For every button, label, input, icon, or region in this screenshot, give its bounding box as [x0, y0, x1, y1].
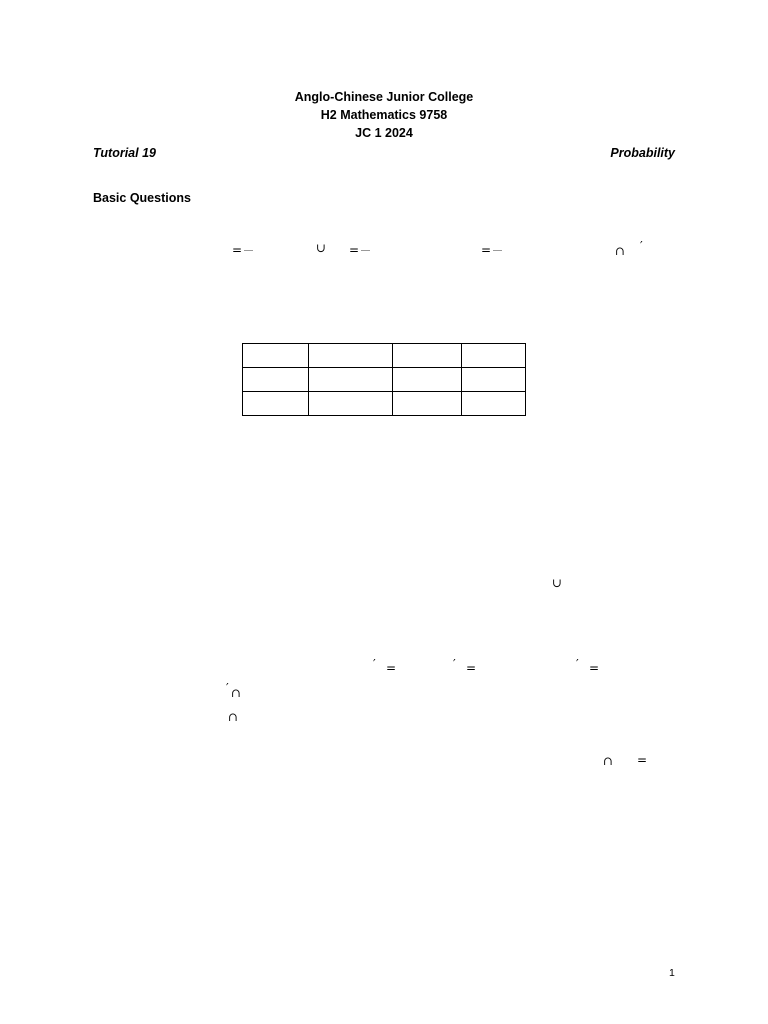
union-symbol-2: ∪ [552, 576, 563, 590]
table-row [243, 368, 526, 392]
equals-fraction-1: = [232, 243, 253, 257]
table-cell [393, 344, 462, 368]
table-cell [243, 368, 309, 392]
table-cell [243, 392, 309, 416]
prime-symbol-2: ′ [373, 657, 376, 671]
union-symbol: ∪ [316, 241, 327, 255]
probability-table [242, 343, 526, 416]
tutorial-label: Tutorial 19 [93, 146, 156, 160]
section-heading: Basic Questions [93, 191, 191, 205]
equals-fraction-2: = [349, 243, 370, 257]
intersect-symbol-2: ∩ [231, 686, 242, 700]
table-cell [309, 344, 393, 368]
table-row [243, 392, 526, 416]
prime-symbol-3: ′ [453, 657, 456, 671]
table-cell [393, 392, 462, 416]
equals-symbol-7: = [637, 753, 648, 767]
table-cell [462, 392, 526, 416]
table-cell [243, 344, 309, 368]
cohort-year: JC 1 2024 [355, 126, 413, 140]
table-cell [462, 368, 526, 392]
prime-symbol-5: ′ [226, 681, 229, 695]
subject-title: H2 Mathematics 9758 [320, 108, 448, 122]
equals-symbol-6: = [589, 661, 600, 675]
intersect-symbol: ∩ [615, 244, 626, 258]
prime-symbol-4: ′ [576, 657, 579, 671]
intersect-symbol-4: ∩ [603, 754, 614, 768]
intersect-symbol-3: ∩ [228, 710, 239, 724]
equals-symbol-5: = [466, 661, 477, 675]
equals-fraction-3: = [481, 243, 502, 257]
table-row [243, 344, 526, 368]
table-cell [309, 392, 393, 416]
table-cell [393, 368, 462, 392]
table-cell [309, 368, 393, 392]
table-cell [462, 344, 526, 368]
prime-symbol: ′ [640, 239, 643, 253]
topic-label: Probability [610, 146, 675, 160]
equals-symbol-4: = [386, 661, 397, 675]
college-name: Anglo-Chinese Junior College [294, 90, 474, 104]
page-number: 1 [669, 967, 675, 979]
